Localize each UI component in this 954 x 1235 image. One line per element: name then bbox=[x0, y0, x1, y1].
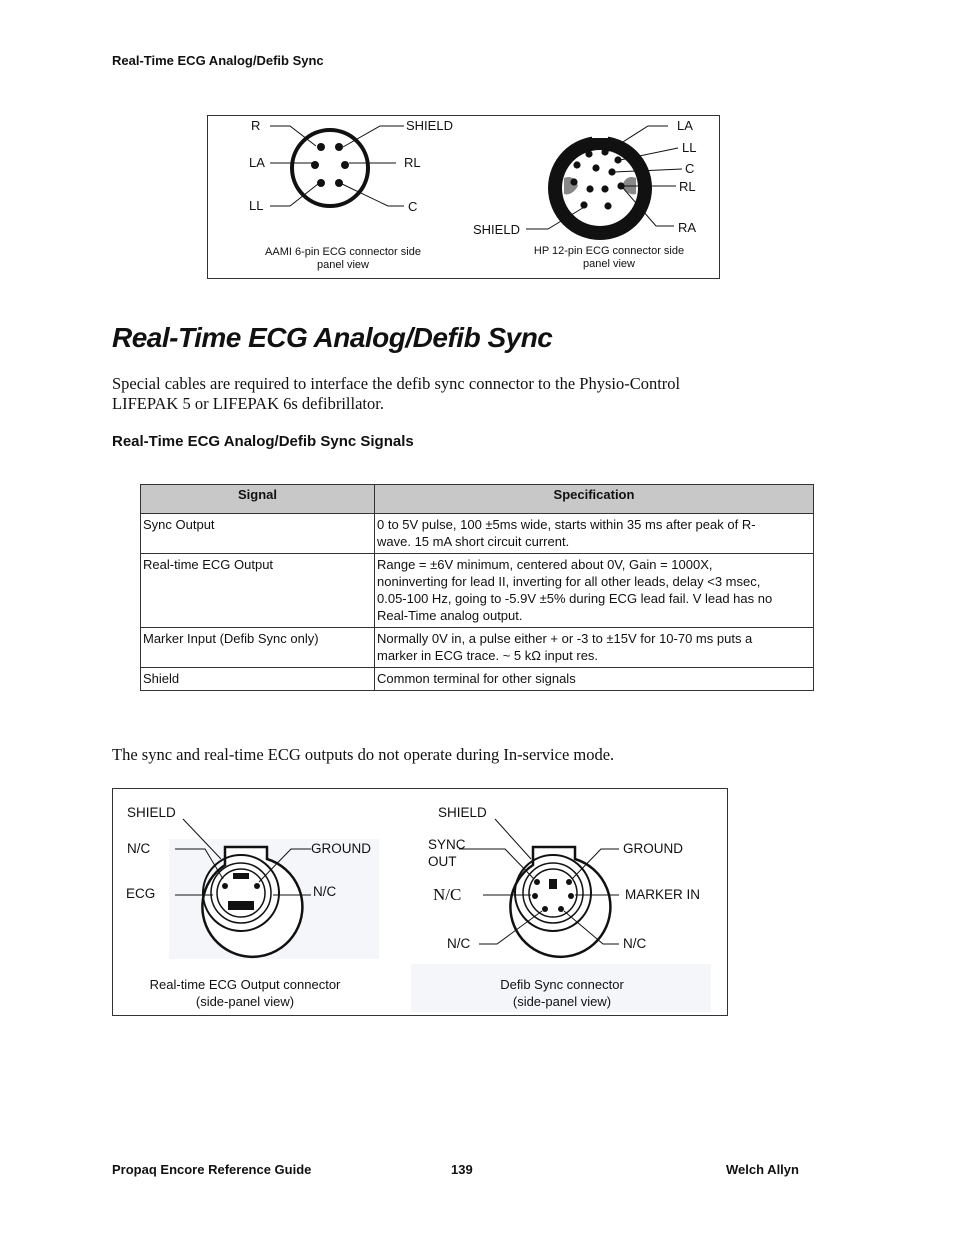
signal-cell: Marker Input (Defib Sync only) bbox=[141, 628, 375, 668]
section-title: Real-Time ECG Analog/Defib Sync bbox=[112, 322, 553, 353]
spec-cell bbox=[375, 668, 814, 691]
hp-caption-line1: HP 12-pin ECG connector side bbox=[533, 245, 685, 257]
aami-label-r: R bbox=[251, 118, 261, 133]
spec-line: 0.05-100 Hz, going to -5.9V ±5% during ECG lead fail. V lead has no bbox=[377, 591, 773, 606]
defib-label-shield: SHIELD bbox=[438, 805, 487, 820]
spec-line: 0 to 5V pulse, 100 ±5ms wide, starts within 35 ms after peak of R- bbox=[377, 517, 756, 532]
aami-label-rl: RL bbox=[404, 155, 421, 170]
hp-12-pin-connector bbox=[526, 124, 682, 240]
defib-caption-line2: (side-panel view) bbox=[512, 994, 612, 1009]
table-row bbox=[141, 668, 814, 691]
ecg-output-label-ecg: ECG bbox=[126, 886, 156, 901]
column-header-signal: Signal bbox=[141, 485, 375, 514]
column-header-specification: Specification bbox=[375, 485, 814, 514]
spec-line: Normally 0V in, a pulse either + or -3 to ±15V for 10-70 ms puts a bbox=[377, 631, 753, 646]
aami-caption-line1: AAMI 6-pin ECG connector side bbox=[265, 246, 421, 258]
signal-cell: Sync Output bbox=[141, 514, 375, 554]
footer-page-number: 139 bbox=[451, 1162, 473, 1177]
hp-label-ra: RA bbox=[678, 220, 697, 235]
signal-cell: Real-time ECG Output bbox=[141, 554, 375, 628]
spec-cell bbox=[375, 554, 814, 628]
table-header-row bbox=[141, 485, 814, 514]
hp-label-ll: LL bbox=[682, 140, 697, 155]
aami-caption bbox=[248, 246, 438, 272]
aami-label-c: C bbox=[408, 199, 418, 214]
defib-label-nc-bottom-left: N/C bbox=[447, 936, 471, 951]
spec-line: noninverting for lead II, inverting for all other leads, delay <3 msec, bbox=[377, 574, 761, 589]
defib-sync-connectors-figure bbox=[112, 788, 728, 1016]
hp-label-shield: SHIELD bbox=[473, 222, 520, 237]
spec-line: Real-Time analog output. bbox=[377, 608, 523, 623]
defib-label-sync-out-line2: OUT bbox=[428, 854, 457, 869]
ecg-output-caption-line2: (side-panel view) bbox=[195, 994, 295, 1009]
aami-caption-line2: panel view bbox=[317, 259, 369, 271]
hp-caption-line2: panel view bbox=[583, 258, 635, 270]
spec-line: marker in ECG trace. ~ 5 kΩ input res. bbox=[377, 648, 599, 663]
defib-caption-line1: Defib Sync connector bbox=[500, 977, 624, 992]
defib-label-marker-in: MARKER IN bbox=[625, 887, 701, 902]
hp-label-c: C bbox=[685, 161, 695, 176]
spec-line: Range = ±6V minimum, centered about 0V, Gain = 1000X, bbox=[377, 557, 713, 572]
hp-label-rl: RL bbox=[679, 179, 696, 194]
ecg-output-label-ground: GROUND bbox=[311, 841, 371, 856]
ecg-output-caption-line1: Real-time ECG Output connector bbox=[149, 977, 341, 992]
ecg-output-label-nc-right: N/C bbox=[313, 884, 337, 899]
spec-line: Common terminal for other signals bbox=[377, 671, 576, 686]
defib-label-nc-bottom-right: N/C bbox=[623, 936, 647, 951]
table-row bbox=[141, 628, 814, 668]
intro-paragraph-line2: LIFEPAK 5 or LIFEPAK 6s defibrillator. bbox=[112, 394, 384, 413]
aami-6-pin-connector bbox=[270, 126, 404, 206]
defib-sync-connector bbox=[459, 819, 619, 957]
footer-company: Welch Allyn bbox=[726, 1162, 799, 1177]
defib-label-nc-left: N/C bbox=[433, 885, 462, 904]
signals-subheading: Real-Time ECG Analog/Defib Sync Signals bbox=[112, 433, 414, 450]
intro-paragraph-line1: Special cables are required to interface the defib sync connector to the Physio-Control bbox=[112, 374, 681, 393]
hp-caption bbox=[509, 245, 709, 271]
ecg-output-caption bbox=[123, 976, 367, 1010]
table-row bbox=[141, 514, 814, 554]
table-row bbox=[141, 554, 814, 628]
hp-label-la: LA bbox=[677, 118, 693, 133]
aami-label-la: LA bbox=[249, 155, 265, 170]
footer-guide-title: Propaq Encore Reference Guide bbox=[112, 1162, 312, 1177]
ecg-connectors-figure bbox=[207, 115, 720, 279]
defib-caption bbox=[457, 976, 667, 1010]
aami-label-shield: SHIELD bbox=[406, 118, 453, 133]
intro-paragraph bbox=[112, 374, 680, 414]
spec-line: wave. 15 mA short circuit current. bbox=[377, 534, 570, 549]
signal-cell: Shield bbox=[141, 668, 375, 691]
aami-label-ll: LL bbox=[249, 198, 264, 213]
defib-label-sync-out bbox=[428, 836, 466, 870]
defib-label-sync-out-line1: SYNC bbox=[428, 837, 466, 852]
note-paragraph: The sync and real-time ECG outputs do not operate during In-service mode. bbox=[112, 745, 615, 764]
spec-cell bbox=[375, 628, 814, 668]
ecg-output-label-shield: SHIELD bbox=[127, 805, 176, 820]
ecg-output-label-nc: N/C bbox=[127, 841, 151, 856]
signals-table bbox=[140, 484, 814, 691]
running-header: Real-Time ECG Analog/Defib Sync bbox=[112, 53, 324, 68]
spec-cell bbox=[375, 514, 814, 554]
defib-label-ground: GROUND bbox=[623, 841, 683, 856]
